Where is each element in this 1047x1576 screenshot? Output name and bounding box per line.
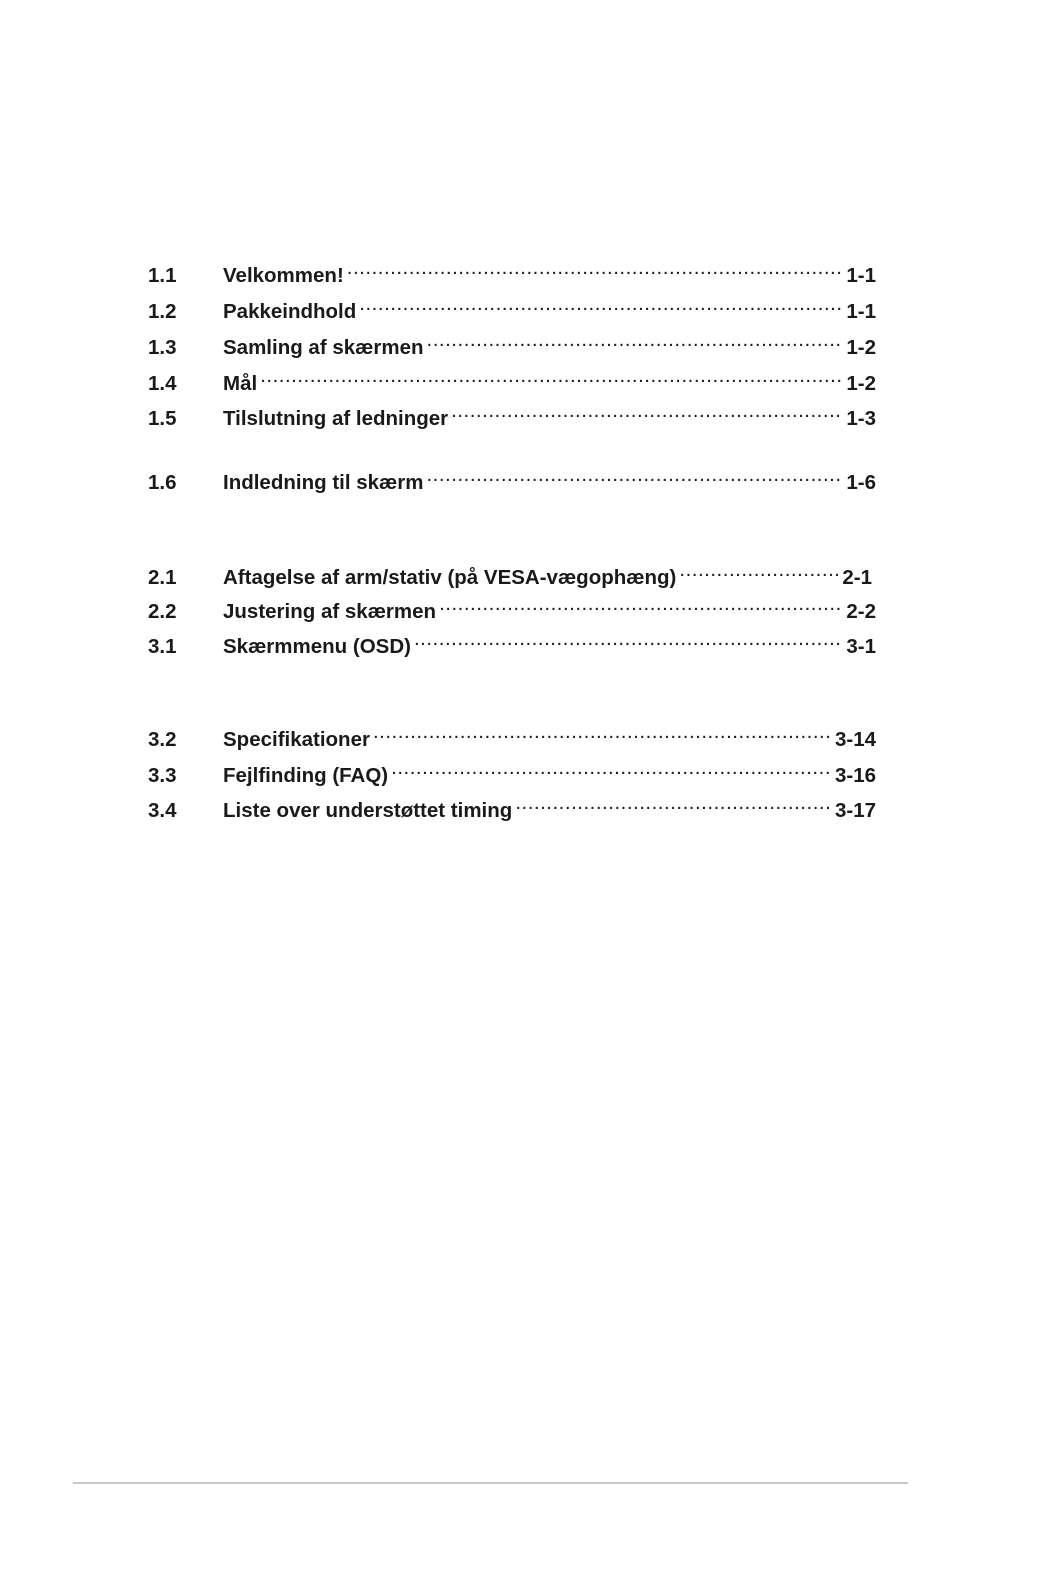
toc-entry-number: 1.4 <box>148 372 177 395</box>
toc-entry[interactable] <box>148 397 876 430</box>
toc-entry-title: Aftagelse af arm/stativ (på VESA-vægophæng) <box>223 566 677 589</box>
toc-entry-title: Indledning til skærm <box>223 471 424 494</box>
toc-entry-title: Justering af skærmen <box>223 600 437 623</box>
toc-entry-title: Specifikationer <box>223 728 370 751</box>
toc-entry-page: 1-2 <box>846 336 876 359</box>
toc-entry-number: 1.1 <box>148 264 177 287</box>
toc-entry[interactable] <box>148 461 876 494</box>
toc-entry-title: Mål <box>223 372 258 395</box>
toc-entry[interactable] <box>148 290 876 323</box>
toc-entry[interactable] <box>148 625 876 658</box>
toc-entry-title: Velkommen! <box>223 264 344 287</box>
toc-entry[interactable] <box>148 789 876 822</box>
toc-entry-title: Tilslutning af ledninger <box>223 407 449 430</box>
toc-entry[interactable] <box>148 254 876 287</box>
toc-entry-number: 1.6 <box>148 471 177 494</box>
toc-entry-page: 3-16 <box>834 764 876 787</box>
toc-entry-page: 1-2 <box>846 372 876 395</box>
toc-entry-title: Liste over understøttet timing <box>223 799 513 822</box>
toc-entry-number: 3.1 <box>148 635 177 658</box>
toc-entry[interactable] <box>148 718 876 751</box>
toc-entry-page: 1-3 <box>846 407 876 430</box>
toc-entry-page: 2-2 <box>846 600 876 623</box>
toc-dot-leader <box>515 789 831 817</box>
toc-entry-title: Fejlfinding (FAQ) <box>223 764 389 787</box>
toc-entry[interactable] <box>148 362 876 395</box>
toc-entry-title: Pakkeindhold <box>223 300 357 323</box>
toc-dot-leader <box>347 254 843 282</box>
toc-entry-number: 2.2 <box>148 600 177 623</box>
toc-entry-page: 3-1 <box>846 635 876 658</box>
toc-entry[interactable] <box>148 326 876 359</box>
toc-entry-number: 3.3 <box>148 764 177 787</box>
toc-dot-leader <box>414 625 842 653</box>
toc-dot-leader <box>391 754 831 782</box>
toc-dot-leader <box>427 326 843 354</box>
toc-entry-number: 1.5 <box>148 407 177 430</box>
toc-entry-number: 3.2 <box>148 728 177 751</box>
toc-entry-page: 1-1 <box>846 264 876 287</box>
toc-entry[interactable] <box>148 556 872 589</box>
toc-dot-leader <box>359 290 842 318</box>
toc-entry[interactable] <box>148 590 876 623</box>
toc-entry-number: 1.2 <box>148 300 177 323</box>
footer-rule <box>73 1482 908 1484</box>
toc-entry-number: 2.1 <box>148 566 177 589</box>
toc-dot-leader <box>260 362 842 390</box>
toc-entry-title: Skærmmenu (OSD) <box>223 635 411 658</box>
toc-dot-leader <box>426 461 842 489</box>
toc-entry-page: 3-14 <box>834 728 876 751</box>
toc-entry-page: 3-17 <box>834 799 876 822</box>
toc-entry-page: 2-1 <box>842 566 872 589</box>
toc-entry-number: 1.3 <box>148 336 177 359</box>
toc-entry-page: 1-6 <box>846 471 876 494</box>
toc-entry-title: Samling af skærmen <box>223 336 424 359</box>
toc-entry[interactable] <box>148 754 876 787</box>
toc-dot-leader <box>439 590 842 618</box>
toc-dot-leader <box>451 397 842 425</box>
toc-dot-leader <box>373 718 831 746</box>
toc-entry-page: 1-1 <box>846 300 876 323</box>
toc-entry-number: 3.4 <box>148 799 177 822</box>
toc-dot-leader <box>679 556 838 584</box>
